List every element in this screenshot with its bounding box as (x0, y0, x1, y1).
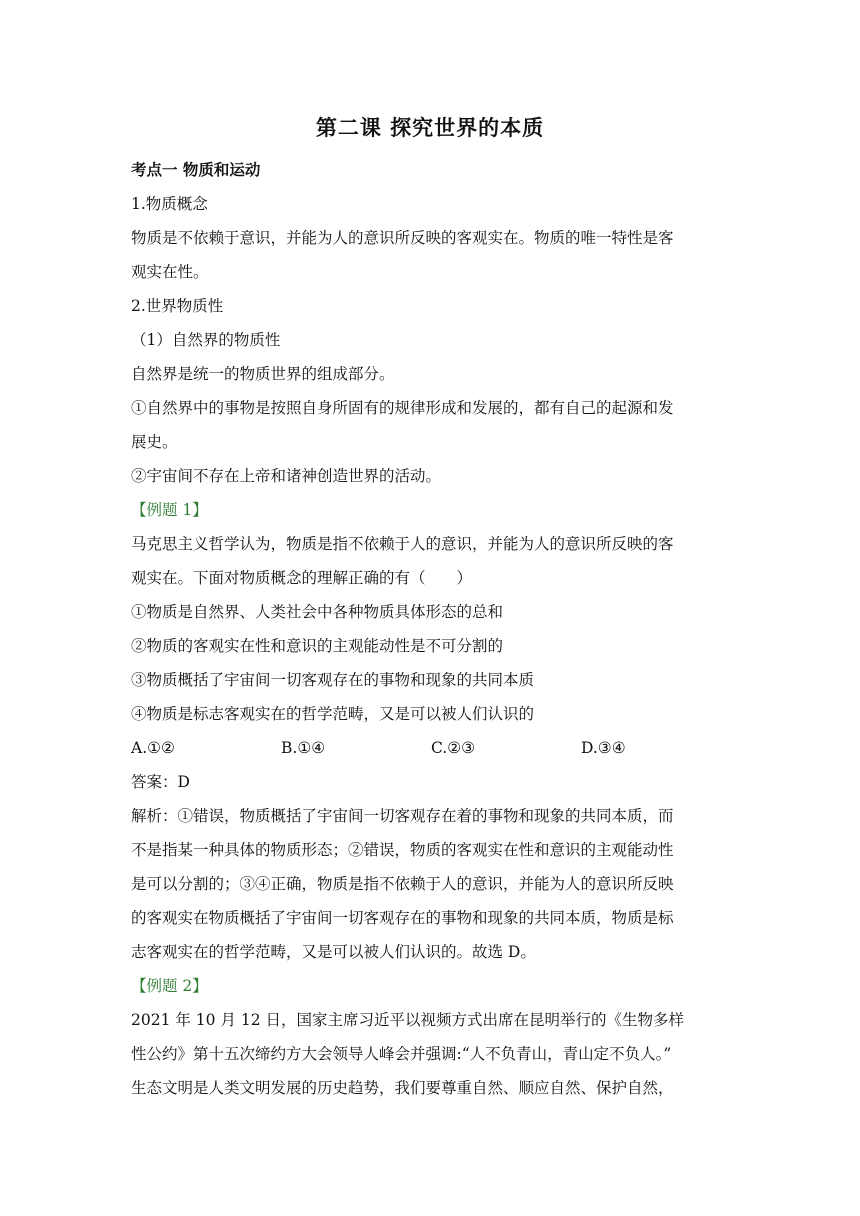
answer-options (131, 731, 731, 765)
option-b: B.①④ (281, 739, 326, 757)
statement-3: ③物质概括了宇宙间一切客观存在的事物和现象的共同本质 (131, 671, 535, 689)
answer-line: 答案：D (131, 773, 190, 791)
section-heading: 考点一 物质和运动 (131, 160, 261, 179)
page-title: 第二课 探究世界的本质 (315, 115, 545, 140)
statement-2: ②物质的客观实在性和意识的主观能动性是不可分割的 (131, 637, 504, 655)
paragraph-line: ②宇宙间不存在上帝和诸神创造世界的活动。 (131, 467, 442, 485)
statement-4: ④物质是标志客观实在的哲学范畴，又是可以被人们认识的 (131, 705, 535, 723)
option-a: A.①② (131, 739, 175, 757)
paragraph-line: 自然界是统一的物质世界的组成部分。 (131, 365, 395, 383)
paragraph-line: 生态文明是人类文明发展的历史趋势，我们要尊重自然、顺应自然、保护自然， (131, 1079, 674, 1097)
paragraph-line: 展史。 (131, 433, 178, 451)
paragraph-line: 观实在性。 (131, 263, 209, 281)
option-d: D.③④ (581, 739, 626, 757)
example-label-1: 【例题 1】 (131, 501, 208, 519)
document-body (131, 153, 731, 1105)
analysis-line: 解析：①错误，物质概括了宇宙间一切客观存在着的事物和现象的共同本质，而 (131, 807, 674, 825)
question-line: 马克思主义哲学认为，物质是指不依赖于人的意识，并能为人的意识所反映的客 (131, 535, 674, 553)
option-c: C.②③ (431, 739, 476, 757)
paragraph-line: ①自然界中的事物是按照自身所固有的规律形成和发展的，都有自己的起源和发 (131, 399, 674, 417)
analysis-line: 的客观实在物质概括了宇宙间一切客观存在的事物和现象的共同本质，物质是标 (131, 909, 674, 927)
paragraph-line: 2021 年 10 月 12 日，国家主席习近平以视频方式出席在昆明举行的《生物多样 (131, 1011, 685, 1029)
paragraph-line: 性公约》第十五次缔约方大会领导人峰会并强调:“人不负青山，青山定不负人。” (131, 1045, 672, 1063)
subheading-concept: 1.物质概念 (131, 195, 208, 213)
analysis-line: 是可以分割的；③④正确，物质是指不依赖于人的意识，并能为人的意识所反映 (131, 875, 674, 893)
question-line: 观实在。下面对物质概念的理解正确的有（ ） (131, 569, 473, 587)
paragraph-line: 物质是不依赖于意识，并能为人的意识所反映的客观实在。物质的唯一特性是客 (131, 229, 674, 247)
example-label-2: 【例题 2】 (131, 977, 208, 995)
subheading-nature: （1）自然界的物质性 (131, 331, 281, 349)
subheading-world: 2.世界物质性 (131, 297, 224, 315)
analysis-line: 志客观实在的哲学范畴，又是可以被人们认识的。故选 D。 (131, 943, 536, 961)
statement-1: ①物质是自然界、人类社会中各种物质具体形态的总和 (131, 603, 504, 621)
analysis-line: 不是指某一种具体的物质形态；②错误，物质的客观实在性和意识的主观能动性 (131, 841, 674, 859)
